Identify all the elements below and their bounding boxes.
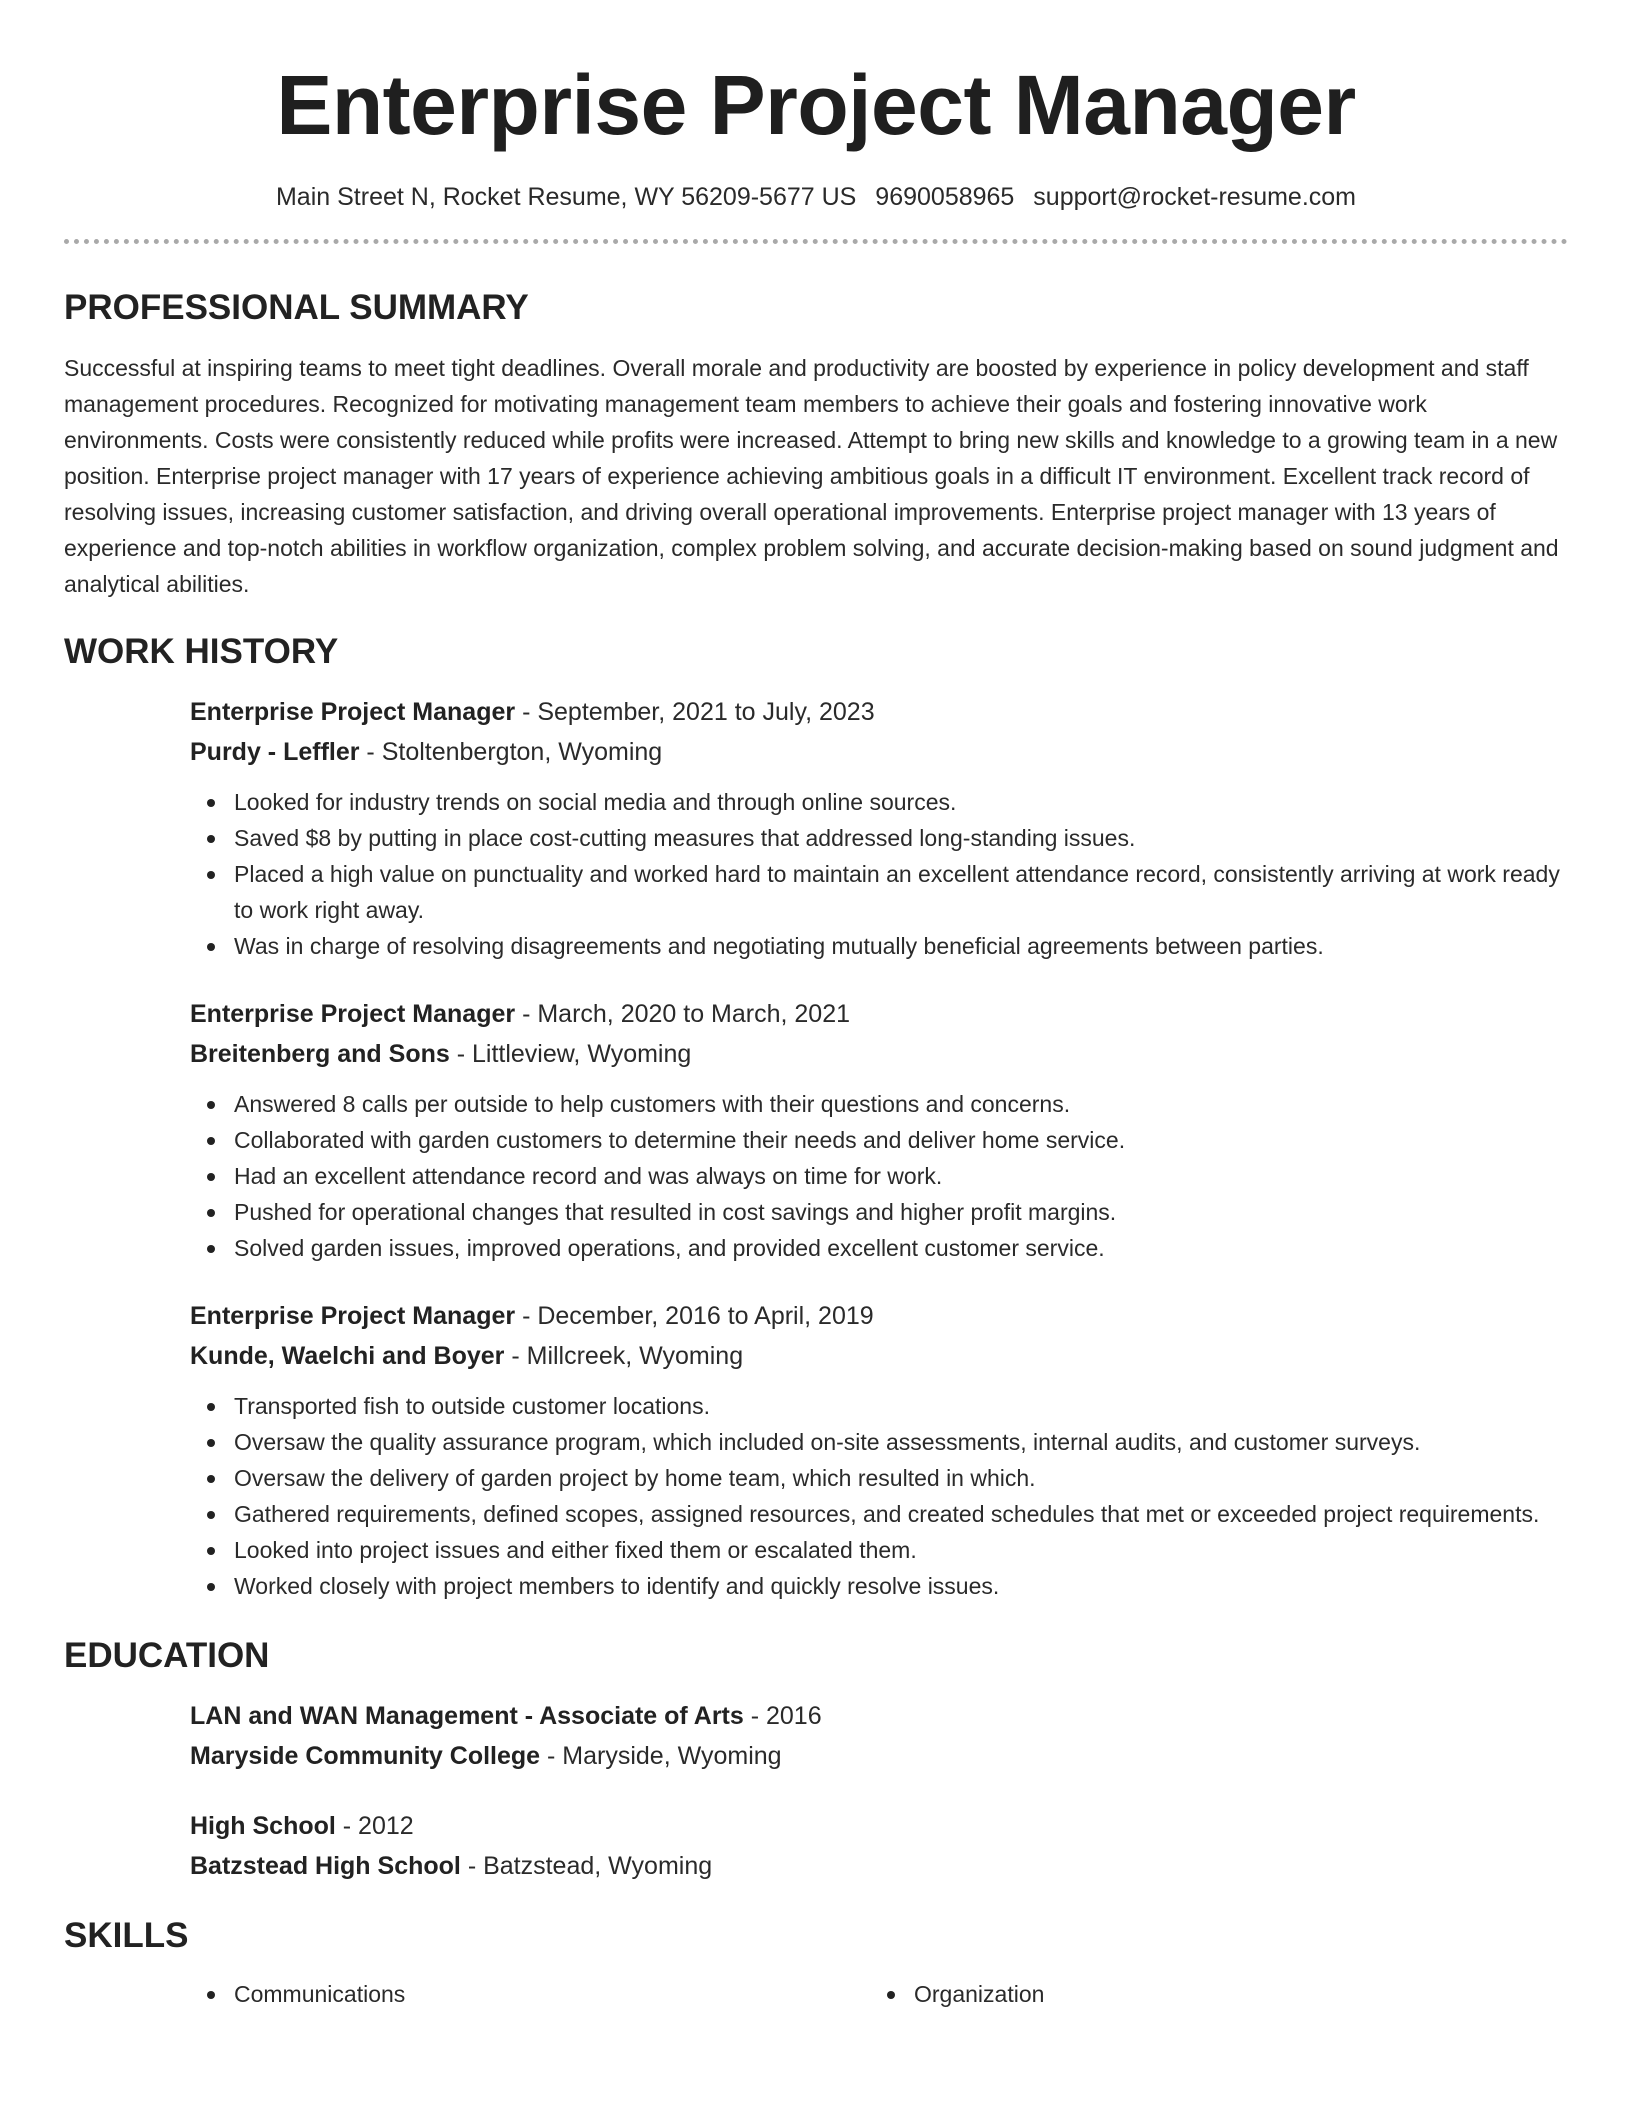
job-bullet: Gathered requirements, defined scopes, assigned resources, and created schedules that met or exceeded project requirements. xyxy=(190,1496,1568,1532)
job-bullet: Saved $8 by putting in place cost-cutting measures that addressed long-standing issues. xyxy=(190,820,1568,856)
job-company-line xyxy=(190,1034,1568,1074)
job-title-line xyxy=(190,994,1568,1034)
job-bullet: Looked for industry trends on social media and through online sources. xyxy=(190,784,1568,820)
job-company: Kunde, Waelchi and Boyer xyxy=(190,1342,505,1370)
job-bullet: Placed a high value on punctuality and worked hard to maintain an excellent attendance record, consistently arriving at work ready to work right away. xyxy=(190,856,1568,928)
job-bullets xyxy=(190,1388,1568,1604)
education-heading: EDUCATION xyxy=(64,1636,270,1675)
job-bullet: Transported fish to outside customer locations. xyxy=(190,1388,1568,1424)
work-history-heading: WORK HISTORY xyxy=(64,632,339,671)
resume-title: Enterprise Project Manager xyxy=(276,58,1356,152)
education-location: - Batzstead, Wyoming xyxy=(460,1852,713,1880)
education-entry xyxy=(190,1696,1568,1776)
job-company-line xyxy=(190,1336,1568,1376)
job-company-line xyxy=(190,732,1568,772)
contact-phone: 9690058965 xyxy=(875,183,1015,211)
contact-email[interactable]: support@rocket-resume.com xyxy=(1033,183,1357,211)
resume-page xyxy=(64,0,1568,2012)
job-bullet: Oversaw the quality assurance program, which included on-site assessments, internal audits, and customer surveys. xyxy=(190,1424,1568,1460)
education-year: - 2012 xyxy=(335,1812,414,1840)
job-entry xyxy=(190,692,1568,964)
education-location: - Maryside, Wyoming xyxy=(540,1742,782,1770)
education-degree: High School xyxy=(190,1812,336,1840)
education-degree-line xyxy=(190,1806,1568,1846)
job-bullet: Oversaw the delivery of garden project by home team, which resulted in which. xyxy=(190,1460,1568,1496)
job-entry xyxy=(190,994,1568,1266)
job-bullet: Collaborated with garden customers to determine their needs and deliver home service. xyxy=(190,1122,1568,1158)
job-company: Purdy - Leffler xyxy=(190,738,360,766)
job-dates: - December, 2016 to April, 2019 xyxy=(515,1302,874,1330)
skills-grid xyxy=(190,1976,1568,2012)
job-bullet: Was in charge of resolving disagreements and negotiating mutually beneficial agreements between parties. xyxy=(190,928,1568,964)
job-title: Enterprise Project Manager xyxy=(190,1000,516,1028)
header-divider xyxy=(64,239,1568,244)
job-bullet: Looked into project issues and either fixed them or escalated them. xyxy=(190,1532,1568,1568)
education-school: Batzstead High School xyxy=(190,1852,461,1880)
education-degree-line xyxy=(190,1696,1568,1736)
job-bullet: Solved garden issues, improved operations, and provided excellent customer service. xyxy=(190,1230,1568,1266)
job-bullet: Pushed for operational changes that resulted in cost savings and higher profit margins. xyxy=(190,1194,1568,1230)
job-location: - Stoltenbergton, Wyoming xyxy=(359,738,663,766)
education-degree: LAN and WAN Management - Associate of Arts xyxy=(190,1702,744,1730)
job-bullet: Worked closely with project members to identify and quickly resolve issues. xyxy=(190,1568,1568,1604)
job-bullet: Answered 8 calls per outside to help customers with their questions and concerns. xyxy=(190,1086,1568,1122)
education-school-line xyxy=(190,1736,1568,1776)
contact-address: Main Street N, Rocket Resume, WY 56209-5677 US xyxy=(275,183,857,211)
job-dates: - March, 2020 to March, 2021 xyxy=(515,1000,851,1028)
job-location: - Littleview, Wyoming xyxy=(449,1040,692,1068)
job-title-line xyxy=(190,1296,1568,1336)
skill-item: Organization xyxy=(870,1976,1550,2012)
summary-heading: PROFESSIONAL SUMMARY xyxy=(64,288,529,327)
job-entry xyxy=(190,1296,1568,1604)
job-bullet: Had an excellent attendance record and was always on time for work. xyxy=(190,1158,1568,1194)
job-title: Enterprise Project Manager xyxy=(190,1302,516,1330)
summary-text: Successful at inspiring teams to meet tight deadlines. Overall morale and productivity are boosted by experience in policy development and staff management procedures. Recognized for motivating management team members to achieve their goals and fostering innovative work environments. Costs were consistently reduced while profits were increased. Attempt to bring new skills and knowledge to a growing team in a new position. Enterprise project manager with 17 years of experience achieving ambitious goals in a difficult IT environment. Excellent track record of resolving issues, increasing customer satisfaction, and driving overall operational improvements. Enterprise project manager with 13 years of experience and top-notch abilities in workflow organization, complex problem solving, and accurate decision-making based on sound judgment and analytical abilities. xyxy=(64,355,1559,597)
job-bullets xyxy=(190,1086,1568,1266)
job-bullets xyxy=(190,784,1568,964)
skills-heading: SKILLS xyxy=(64,1916,189,1955)
skills-column-right xyxy=(870,1976,1550,2012)
education-entry xyxy=(190,1806,1568,1886)
education-school: Maryside Community College xyxy=(190,1742,541,1770)
job-title-line xyxy=(190,692,1568,732)
education-school-line xyxy=(190,1846,1568,1886)
contact-line xyxy=(64,182,1568,212)
job-dates: - September, 2021 to July, 2023 xyxy=(515,698,875,726)
job-location: - Millcreek, Wyoming xyxy=(504,1342,744,1370)
skill-item: Communications xyxy=(190,1976,870,2012)
skills-list xyxy=(190,1976,870,2012)
skills-list xyxy=(870,1976,1550,2012)
skills-column-left xyxy=(190,1976,870,2012)
education-year: - 2016 xyxy=(743,1702,822,1730)
job-company: Breitenberg and Sons xyxy=(190,1040,450,1068)
job-title: Enterprise Project Manager xyxy=(190,698,516,726)
